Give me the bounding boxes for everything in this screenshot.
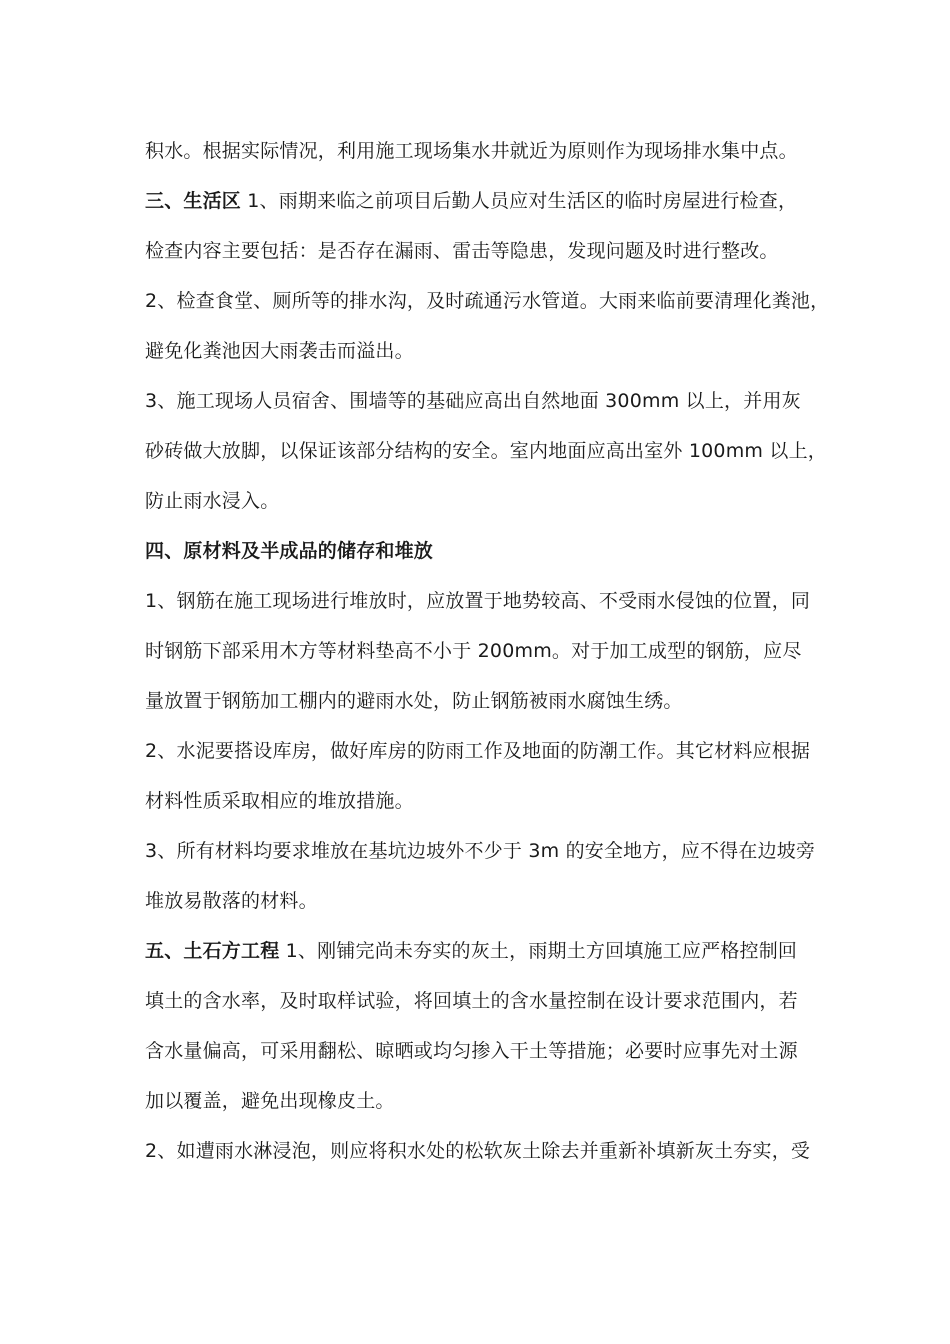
text-line: 2、如遭雨水淋浸泡，则应将积水处的松软灰土除去并重新补填新灰土夯实，受 — [145, 1140, 811, 1162]
text-line: 堆放易散落的材料。 — [145, 890, 318, 912]
text-line: 3、施工现场人员宿舍、围墙等的基础应高出自然地面 300mm 以上，并用灰 — [145, 390, 801, 412]
text-line: 2、水泥要搭设库房，做好库房的防雨工作及地面的防潮工作。其它材料应根据 — [145, 740, 811, 762]
text-line: 积水。根据实际情况，利用施工现场集水井就近为原则作为现场排水集中点。 — [145, 140, 798, 162]
section-heading: 三、生活区 — [145, 190, 242, 212]
text-line: 1、钢筋在施工现场进行堆放时，应放置于地势较高、不受雨水侵蚀的位置，同 — [145, 590, 811, 612]
text-line: 时钢筋下部采用木方等材料垫高不小于 200mm。对于加工成型的钢筋，应尽 — [145, 640, 802, 662]
text-line: 量放置于钢筋加工棚内的避雨水处，防止钢筋被雨水腐蚀生绣。 — [145, 690, 683, 712]
text-line: 2、检查食堂、厕所等的排水沟，及时疏通污水管道。大雨来临前要清理化粪池， — [145, 290, 830, 312]
text-line: 材料性质采取相应的堆放措施。 — [145, 790, 414, 812]
text-line: 3、所有材料均要求堆放在基坑边坡外不少于 3m 的安全地方，应不得在边坡旁 — [145, 840, 816, 862]
section-5-line: 五、土石方工程 1、刚铺完尚未夯实的灰土，雨期土方回填施工应严格控制回 — [145, 940, 798, 962]
text-line: 砂砖做大放脚，以保证该部分结构的安全。室内地面应高出室外 100mm 以上， — [145, 440, 827, 462]
section-3-line: 三、生活区 1、雨期来临之前项目后勤人员应对生活区的临时房屋进行检查， — [145, 190, 798, 212]
text-line: 含水量偏高，可采用翻松、晾晒或均匀掺入干土等措施；必要时应事先对土源 — [145, 1040, 798, 1062]
section-heading: 四、原材料及半成品的储存和堆放 — [145, 540, 434, 562]
text-line: 防止雨水浸入。 — [145, 490, 280, 512]
text-line: 加以覆盖，避免出现橡皮土。 — [145, 1090, 395, 1112]
text-line: 避免化粪池因大雨袭击而溢出。 — [145, 340, 414, 362]
section-heading: 五、土石方工程 — [145, 940, 280, 962]
text-line: 检查内容主要包括：是否存在漏雨、雷击等隐患，发现问题及时进行整改。 — [145, 240, 779, 262]
section-4-line — [145, 539, 433, 563]
text-line: 填土的含水率，及时取样试验，将回填土的含水量控制在设计要求范围内，若 — [145, 990, 798, 1012]
